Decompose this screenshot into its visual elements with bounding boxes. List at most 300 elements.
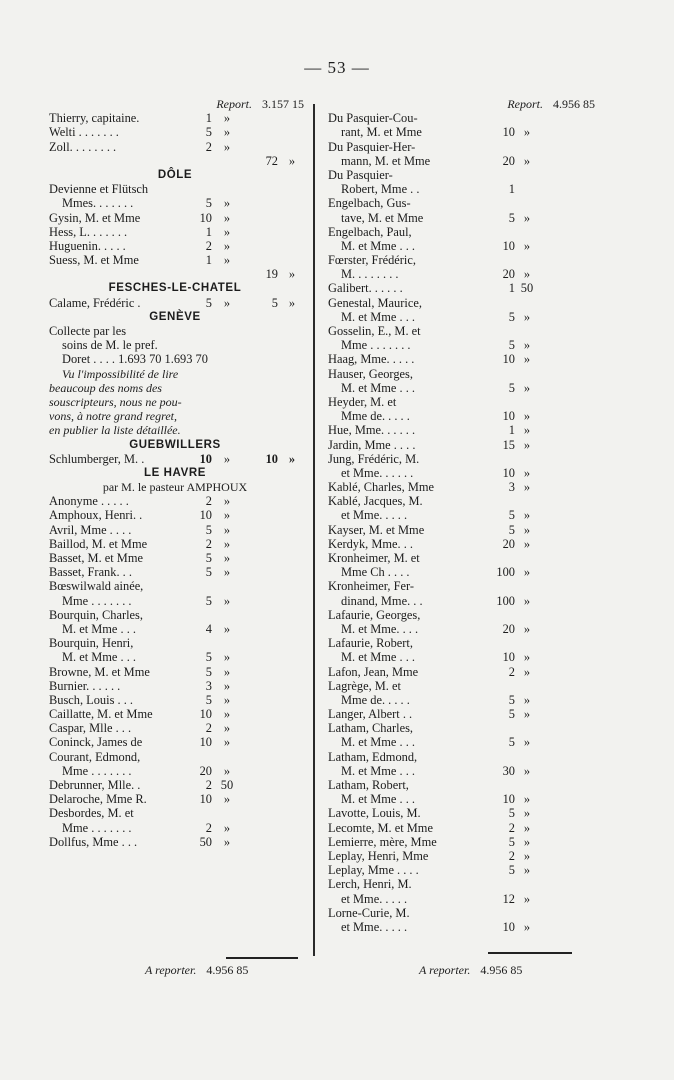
amount-centimes: »: [223, 111, 231, 126]
amount-francs: 10: [502, 125, 515, 140]
subscriber-row: [46, 679, 304, 693]
subscriber-row: [46, 225, 304, 239]
amount-centimes: »: [223, 508, 231, 523]
subtotal-row: [46, 267, 304, 281]
amount-francs: 5: [508, 210, 515, 225]
subscriber-row: [46, 821, 304, 835]
amount-centimes: »: [523, 522, 531, 537]
subscriber-name: Dollfus, Mme . . .: [49, 834, 138, 849]
subtotal-centimes: »: [288, 451, 296, 466]
subscriber-name: Engelbach, Gus-: [328, 196, 411, 211]
subscriber-name: Bourquin, Charles,: [49, 607, 143, 622]
subscriber-name: Mme de. . . . .: [341, 409, 410, 424]
subtotal-centimes: »: [288, 153, 296, 168]
amount-francs: 2: [205, 494, 212, 509]
report-label: Report.: [216, 97, 252, 111]
subscriber-row: [325, 508, 595, 522]
subscriber-row: [325, 338, 595, 352]
amount-centimes: »: [523, 834, 531, 849]
subscriber-name: M. et Mme . . .: [62, 621, 136, 636]
subscriber-name: Kablé, Jacques, M.: [328, 494, 423, 509]
subscriber-name: Lafaurie, Robert,: [328, 636, 413, 651]
amount-centimes: »: [523, 153, 531, 168]
amount-centimes: »: [523, 480, 531, 495]
subscriber-row: [325, 395, 595, 409]
subscriber-name: rant, M. et Mme: [341, 125, 422, 140]
subscriber-row: [325, 111, 595, 125]
amount-francs: 5: [205, 196, 212, 211]
subscriber-row: [46, 565, 304, 579]
amount-francs: 1: [205, 111, 212, 126]
amount-francs: 1: [508, 281, 515, 296]
amount-francs: 20: [502, 267, 515, 282]
subscriber-row: [325, 423, 595, 437]
subscriber-name: Latham, Charles,: [328, 721, 413, 736]
amount-francs: 20: [502, 153, 515, 168]
amount-centimes: »: [223, 721, 231, 736]
subscriber-row: [46, 111, 304, 125]
amount-centimes: »: [523, 863, 531, 878]
report-amount: 4.956 85: [553, 97, 595, 111]
amount-centimes: »: [523, 423, 531, 438]
subscriber-row: [325, 125, 595, 139]
subscriber-row: [325, 920, 595, 934]
amount-centimes: »: [223, 451, 231, 466]
subscriber-row: [46, 523, 304, 537]
amount-francs: 5: [205, 295, 212, 310]
amount-francs: 10: [502, 465, 515, 480]
footer-label: A reporter.: [145, 963, 197, 977]
amount-centimes: »: [223, 593, 231, 608]
subscriber-row: [46, 494, 304, 508]
amount-francs: 2: [508, 664, 515, 679]
amount-centimes: »: [523, 621, 531, 636]
subscriber-name: tave, M. et Mme: [341, 210, 424, 225]
footer-amount: 4.956 85: [480, 963, 523, 977]
subscriber-row: [325, 225, 595, 239]
subscriber-row: [325, 707, 595, 721]
subscriber-name: Lerch, Henri, M.: [328, 877, 412, 892]
amount-francs: 10: [502, 352, 515, 367]
subscriber-name: Langer, Albert . .: [328, 707, 413, 722]
note-line: [46, 367, 304, 381]
amount-centimes: »: [223, 820, 231, 835]
subscriber-name: Bourquin, Henri,: [49, 636, 134, 651]
subscriber-row: [325, 679, 595, 693]
subscriber-row: [46, 778, 304, 792]
footer-amount: 4.956 85: [206, 963, 249, 977]
subscriber-name: et Mme. . . . .: [341, 508, 408, 523]
amount-francs: 1: [508, 423, 515, 438]
column-divider: [313, 104, 315, 956]
amount-centimes: »: [523, 352, 531, 367]
amount-centimes: »: [223, 735, 231, 750]
subscriber-row: [325, 154, 595, 168]
amount-centimes: »: [223, 792, 231, 807]
amount-centimes: »: [223, 253, 231, 268]
note-text: vons, à notre grand regret,: [49, 409, 177, 424]
subscriber-row: [46, 253, 304, 267]
subscriber-row: [325, 267, 595, 281]
amount-francs: 15: [502, 437, 515, 452]
subtotal-francs: 72: [265, 153, 278, 168]
subscriber-name: Caillatte, M. et Mme: [49, 707, 153, 722]
amount-centimes: 50: [520, 281, 534, 296]
amount-centimes: »: [523, 338, 531, 353]
amount-centimes: »: [223, 196, 231, 211]
subscriber-row: [325, 452, 595, 466]
subscriber-name: M. et Mme . . .: [62, 650, 136, 665]
amount-francs: 10: [502, 792, 515, 807]
amount-francs: 5: [508, 735, 515, 750]
subscriber-row: [325, 523, 595, 537]
subscriber-name: Kablé, Charles, Mme: [328, 480, 434, 495]
subscriber-name: mann, M. et Mme: [341, 153, 431, 168]
subscriber-name: Lecomte, M. et Mme: [328, 820, 433, 835]
subscriber-name: Doret . . . . 1.693 70 1.693 70: [62, 352, 208, 367]
amount-centimes: »: [523, 267, 531, 282]
subscriber-row: [46, 693, 304, 707]
amount-centimes: »: [523, 848, 531, 863]
subscriber-name: Lagrège, M. et: [328, 678, 401, 693]
amount-centimes: »: [223, 650, 231, 665]
subscriber-row: [325, 906, 595, 920]
report-amount: 3.157 15: [262, 97, 304, 111]
subscriber-row: [325, 608, 595, 622]
subscriber-row: [46, 182, 304, 196]
subscriber-name: Mme . . . . . . .: [62, 593, 132, 608]
subscriber-row: [325, 650, 595, 664]
amount-francs: 10: [502, 919, 515, 934]
subscriber-row: [46, 806, 304, 820]
amount-centimes: »: [223, 139, 231, 154]
amount-francs: 5: [508, 338, 515, 353]
subscriber-row: [325, 239, 595, 253]
amount-francs: 20: [502, 536, 515, 551]
amount-francs: 5: [508, 522, 515, 537]
subscriber-name: Amphoux, Henri. .: [49, 508, 143, 523]
subscriber-name: Zoll. . . . . . . .: [49, 139, 117, 154]
amount-francs: 100: [496, 593, 515, 608]
subscriber-name: Gosselin, E., M. et: [328, 324, 421, 338]
note-text: Vu l'impossibilité de lire: [62, 366, 179, 381]
subscriber-name: Robert, Mme . .: [341, 182, 420, 197]
subscriber-row: [325, 381, 595, 395]
amount-centimes: »: [223, 295, 231, 310]
amount-centimes: »: [523, 238, 531, 253]
subscriber-name: Leplay, Henri, Mme: [328, 848, 429, 863]
subtotal-centimes: »: [288, 295, 296, 310]
subscriber-name: Lorne-Curie, M.: [328, 905, 410, 920]
subscriber-row: [325, 409, 595, 423]
note-line: [46, 395, 304, 409]
subscriber-row: [325, 140, 595, 154]
subscriber-row: [46, 707, 304, 721]
subscriber-name: M. et Mme . . .: [341, 763, 415, 778]
subscriber-name: Fœrster, Frédéric,: [328, 253, 416, 268]
subscriber-row: [325, 721, 595, 735]
subscriber-row: [46, 211, 304, 225]
amount-francs: 10: [199, 735, 212, 750]
subscriber-name: Mme . . . . . . .: [341, 338, 411, 353]
subscriber-name: Huguenin. . . . .: [49, 238, 126, 253]
subscriber-name: Anonyme . . . . .: [49, 494, 129, 509]
subscriber-name: Haag, Mme. . . . .: [328, 352, 415, 367]
subscriber-name: Lavotte, Louis, M.: [328, 806, 421, 821]
subscriber-name: Desbordes, M. et: [49, 806, 134, 821]
amount-francs: 5: [508, 806, 515, 821]
subscriber-row: [46, 452, 304, 466]
amount-centimes: »: [223, 551, 231, 565]
subscriber-name: Baillod, M. et Mme: [49, 536, 148, 551]
amount-francs: 1: [508, 182, 515, 197]
amount-centimes: »: [223, 238, 231, 253]
subscriber-row: [325, 750, 595, 764]
amount-francs: 5: [508, 380, 515, 395]
subscriber-name: Genestal, Maurice,: [328, 295, 422, 310]
amount-francs: 100: [496, 565, 515, 580]
amount-francs: 10: [502, 238, 515, 253]
subscriber-name: Collecte par les: [49, 324, 127, 338]
subscriber-name: et Mme. . . . .: [341, 919, 408, 934]
subscriber-row: [325, 835, 595, 849]
amount-francs: 12: [502, 891, 515, 906]
amount-francs: 5: [508, 707, 515, 722]
subscriber-name: Kronheimer, Fer-: [328, 579, 414, 594]
subtotal-row: [46, 154, 304, 168]
subscriber-row: [46, 579, 304, 593]
amount-centimes: »: [223, 664, 231, 679]
amount-francs: 5: [205, 650, 212, 665]
subtotal-centimes: »: [288, 267, 296, 282]
subscriber-row: [46, 764, 304, 778]
subscriber-name: M. et Mme . . .: [341, 238, 415, 253]
amount-francs: 2: [205, 820, 212, 835]
footer-label: A reporter.: [419, 963, 471, 977]
subscriber-row: [46, 792, 304, 806]
subscriber-name: Engelbach, Paul,: [328, 224, 412, 239]
amount-francs: 5: [508, 309, 515, 324]
section-subheading: par M. le pasteur AMPHOUX: [102, 480, 248, 495]
amount-francs: 2: [205, 721, 212, 736]
right-bottom-rule: [488, 952, 572, 954]
amount-francs: 5: [508, 508, 515, 523]
subscriber-row: [325, 792, 595, 806]
amount-centimes: »: [223, 707, 231, 722]
subscriber-row: [325, 211, 595, 225]
left-column: [46, 97, 304, 849]
subscriber-name: Jardin, Mme . . . .: [328, 437, 416, 452]
amount-centimes: »: [223, 536, 231, 551]
amount-centimes: »: [223, 678, 231, 693]
subscriber-name: Galibert. . . . . .: [328, 281, 403, 296]
amount-centimes: »: [523, 792, 531, 807]
amount-centimes: »: [223, 125, 231, 140]
subscriber-row: [46, 608, 304, 622]
subscriber-row: [46, 196, 304, 210]
amount-francs: 3: [508, 480, 515, 495]
amount-francs: 2: [508, 848, 515, 863]
amount-francs: 2: [205, 778, 212, 792]
subscriber-name: Heyder, M. et: [328, 394, 397, 409]
amount-centimes: »: [523, 692, 531, 707]
subscriber-row: [46, 622, 304, 636]
note-text: beaucoup des noms des: [49, 380, 162, 395]
subscriber-row: [46, 296, 304, 310]
section-heading: GUEBWILLERS: [129, 438, 221, 451]
amount-francs: 5: [205, 125, 212, 140]
amount-centimes: »: [523, 593, 531, 608]
subscriber-name: Kayser, M. et Mme: [328, 522, 425, 537]
subscriber-name: M. et Mme . . .: [341, 650, 415, 665]
subscriber-name: M. . . . . . . .: [341, 267, 399, 282]
subscriber-row: [325, 735, 595, 749]
subscriber-name: Latham, Robert,: [328, 778, 409, 792]
subscriber-row: [46, 140, 304, 154]
subscriber-row: [325, 182, 595, 196]
amount-centimes: »: [523, 891, 531, 906]
subscriber-name: Delaroche, Mme R.: [49, 792, 147, 807]
amount-francs: 10: [199, 707, 212, 722]
subscriber-row: [325, 466, 595, 480]
amount-centimes: »: [223, 692, 231, 707]
subscriber-row: [325, 537, 595, 551]
subscriber-row: [325, 253, 595, 267]
subscriber-row: [46, 537, 304, 551]
note-line: [46, 409, 304, 423]
subscriber-row: [325, 849, 595, 863]
amount-centimes: »: [523, 508, 531, 523]
amount-centimes: »: [523, 735, 531, 750]
subscriber-row: [325, 480, 595, 494]
subscriber-row: [325, 494, 595, 508]
amount-francs: 4: [205, 621, 212, 636]
subscriber-name: Hess, L. . . . . . .: [49, 224, 128, 239]
subscriber-row: [46, 594, 304, 608]
amount-centimes: »: [523, 650, 531, 665]
subscriber-name: M. et Mme . . .: [341, 792, 415, 807]
page-number: — 53 —: [304, 58, 370, 77]
subscriber-row: [46, 324, 304, 338]
amount-centimes: »: [523, 309, 531, 324]
right-column: [325, 97, 595, 934]
subscriber-name: Leplay, Mme . . . .: [328, 863, 419, 878]
amount-francs: 10: [502, 650, 515, 665]
note-text: en publier la liste détaillée.: [49, 423, 181, 438]
note-text: souscripteurs, nous ne pou-: [49, 394, 182, 409]
amount-centimes: »: [223, 494, 231, 509]
left-bottom-rule: [226, 957, 298, 959]
subscriber-name: Schlumberger, M. .: [49, 451, 145, 466]
subscriber-row: [325, 296, 595, 310]
amount-francs: 5: [205, 664, 212, 679]
amount-francs: 5: [508, 692, 515, 707]
subscriber-name: Burnier. . . . . .: [49, 678, 121, 693]
subscriber-name: Basset, Frank. . .: [49, 565, 132, 580]
subscriber-row: [325, 310, 595, 324]
subscriber-name: M. et Mme . . .: [341, 380, 415, 395]
amount-centimes: »: [223, 763, 231, 778]
amount-francs: 1: [205, 253, 212, 268]
amount-francs: 5: [205, 692, 212, 707]
subscriber-name: Lafon, Jean, Mme: [328, 664, 419, 679]
subscriber-row: [325, 764, 595, 778]
amount-francs: 20: [502, 621, 515, 636]
subscriber-name: M. et Mme . . .: [341, 735, 415, 750]
amount-francs: 10: [199, 508, 212, 523]
amount-francs: 10: [199, 451, 212, 466]
subscriber-name: Devienne et Flütsch: [49, 182, 149, 197]
subscriber-name: Lafaurie, Georges,: [328, 607, 421, 622]
report-label: Report.: [507, 97, 543, 111]
amount-centimes: »: [223, 621, 231, 636]
section-heading: DÔLE: [157, 168, 193, 181]
subtotal-francs: 5: [271, 295, 278, 310]
subscriber-row: [325, 367, 595, 381]
amount-centimes: »: [523, 763, 531, 778]
subscriber-row: [46, 352, 304, 366]
amount-centimes: »: [523, 806, 531, 821]
amount-centimes: »: [223, 210, 231, 225]
subscriber-name: Lemierre, mère, Mme: [328, 834, 437, 849]
subtotal-francs: 10: [265, 451, 278, 466]
amount-centimes: »: [223, 834, 231, 849]
amount-francs: 30: [502, 763, 515, 778]
subscriber-name: Thierry, capitaine.: [49, 111, 140, 126]
subscriber-row: [325, 352, 595, 366]
amount-centimes: »: [523, 664, 531, 679]
amount-francs: 5: [508, 863, 515, 878]
amount-centimes: »: [523, 565, 531, 580]
amount-centimes: »: [523, 125, 531, 140]
subscriber-row: [46, 650, 304, 664]
subscriber-row: [325, 892, 595, 906]
subscriber-name: Busch, Louis . . .: [49, 692, 133, 707]
note-line: [46, 423, 304, 437]
subscriber-name: Coninck, James de: [49, 735, 143, 750]
subscriber-row: [325, 877, 595, 891]
subscriber-name: Du Pasquier-Her-: [328, 139, 416, 154]
section-heading: FESCHES-LE-CHATEL: [108, 282, 242, 295]
subscriber-name: Welti . . . . . . .: [49, 125, 119, 140]
subtotal-francs: 19: [265, 267, 278, 282]
subscriber-row: [46, 835, 304, 849]
amount-francs: 50: [199, 834, 212, 849]
subscriber-name: Caspar, Mlle . . .: [49, 721, 132, 736]
subscriber-name: Mme Ch . . . .: [341, 565, 410, 580]
subscriber-row: [46, 636, 304, 650]
amount-centimes: »: [223, 565, 231, 580]
section-heading: GENÈVE: [149, 310, 201, 323]
amount-centimes: »: [223, 522, 231, 537]
amount-centimes: »: [523, 465, 531, 480]
subscriber-row: [325, 281, 595, 295]
subscriber-name: Courant, Edmond,: [49, 749, 141, 764]
subscriber-name: Mmes. . . . . . .: [62, 196, 134, 211]
subscriber-name: Jung, Frédéric, M.: [328, 451, 420, 466]
subscriber-name: Calame, Frédéric .: [49, 295, 141, 310]
amount-centimes: »: [523, 409, 531, 424]
subscriber-name: Hue, Mme. . . . . .: [328, 423, 416, 438]
amount-centimes: »: [523, 380, 531, 395]
subscriber-name: Du Pasquier-: [328, 167, 393, 182]
subscriber-row: [325, 636, 595, 650]
subscriber-name: Mme de. . . . .: [341, 692, 410, 707]
subscriber-row: [325, 693, 595, 707]
subscriber-name: Gysin, M. et Mme: [49, 210, 141, 225]
amount-francs: 5: [205, 551, 212, 565]
subscriber-row: [325, 196, 595, 210]
